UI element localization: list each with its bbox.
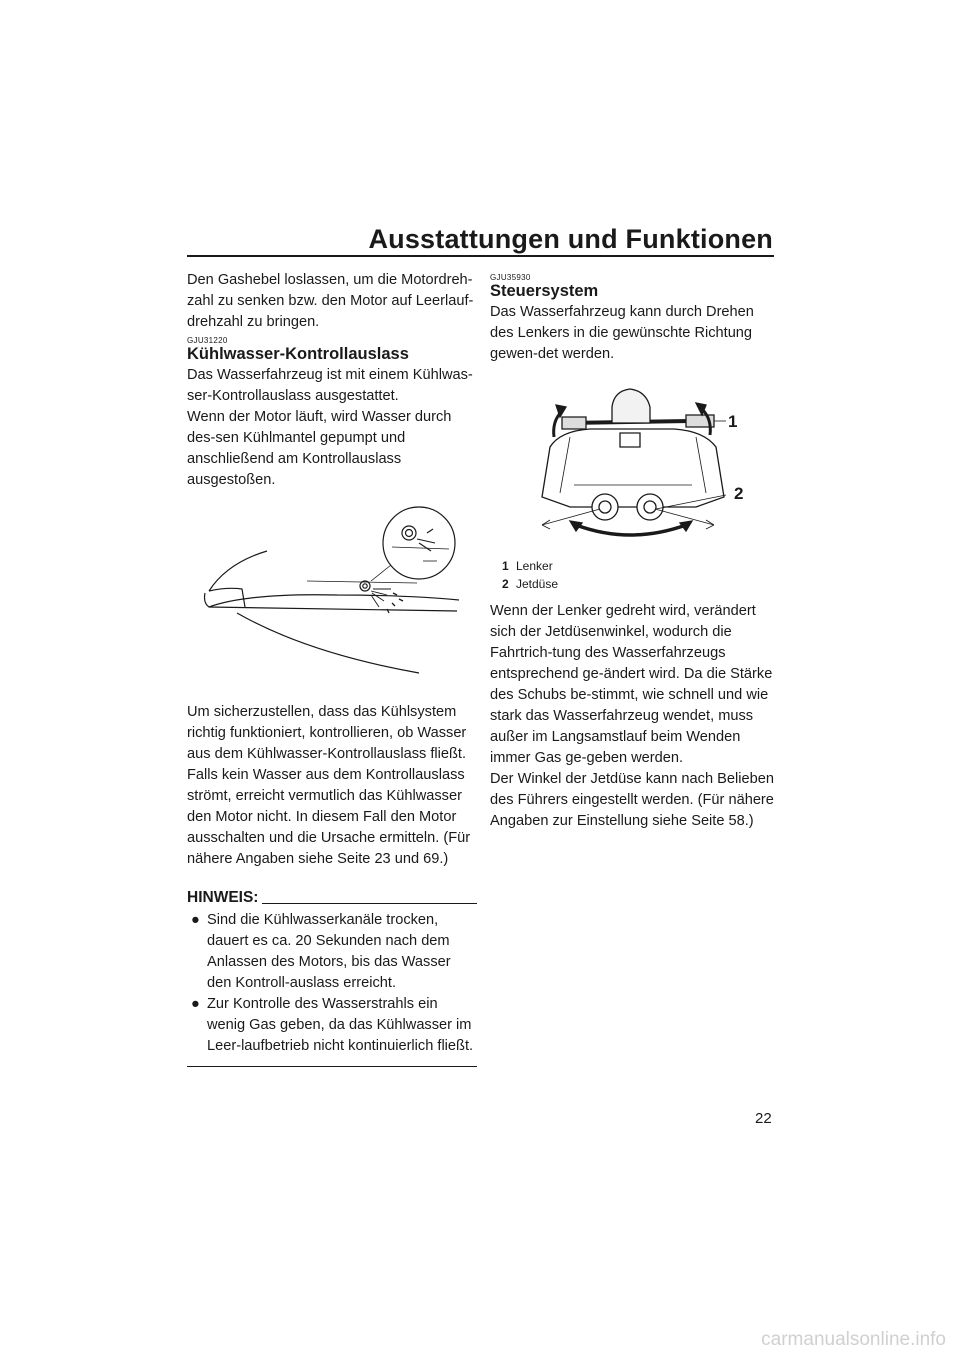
- caption-item: [502, 575, 780, 593]
- header-rule: [187, 255, 774, 257]
- page-number: 22: [755, 1110, 772, 1127]
- note-end-rule: [187, 1066, 477, 1067]
- right-column: [490, 270, 780, 832]
- watermark: carmanualsonline.info: [761, 1329, 946, 1350]
- cooling-paragraph-2: Wenn der Motor läuft, wird Wasser durch des-sen Kühlmantel gepumpt und anschließend am Kontrollauslass ausgestoßen.: [187, 409, 452, 488]
- intro-paragraph: Den Gashebel loslassen, um die Motordreh-zahl zu senken bzw. den Motor auf Leerlauf-drehzahl zu bringen.: [187, 272, 474, 330]
- caption-num: 2: [502, 577, 509, 591]
- cooling-paragraph-1: Das Wasserfahrzeug ist mit einem Kühlwas-ser-Kontrollauslass ausgestattet.: [187, 367, 473, 404]
- note-label: HINWEIS:: [187, 889, 259, 906]
- caption-label: Jetdüse: [516, 577, 559, 591]
- note-header: [187, 887, 477, 908]
- check-paragraph: Um sicherzustellen, dass das Kühlsystem richtig funktioniert, kontrollieren, ob Wasser aus dem Kühlwasser-Kontrollauslass fließt. Falls kein Wasser aus dem Kontrollauslass strömt, erreicht vermutlich das Kühlwasser den Motor nicht. In diesem Fall den Motor ausschalten und die Ursache ermitteln. (Für nähere Angaben siehe Seite 23 und 69.): [187, 704, 471, 867]
- section-title-steering: Steuersystem: [490, 282, 599, 300]
- caption-item: [502, 557, 780, 575]
- note-rule: [262, 903, 477, 904]
- steering-illustration: [490, 377, 780, 547]
- callout-2: 2: [734, 484, 744, 503]
- caption-label: Lenker: [516, 559, 553, 573]
- note-text: Zur Kontrolle des Wasserstrahls ein wenig Gas geben, da das Kühlwasser im Leer-laufbetrieb nicht kontinuierlich fließt.: [207, 996, 474, 1054]
- caption-num: 1: [502, 559, 509, 573]
- section-title-cooling: Kühlwasser-Kontrollauslass: [187, 345, 409, 363]
- figure-captions: [502, 557, 780, 593]
- note-item: [187, 910, 477, 994]
- note-list: [187, 910, 477, 1057]
- bullet-icon: ●: [191, 996, 200, 1012]
- section-code: GJU31220: [187, 336, 228, 345]
- bullet-icon: ●: [191, 912, 200, 928]
- steering-paragraph-3: Der Winkel der Jetdüse kann nach Belieben des Führers eingestellt werden. (Für nähere Angaben zur Einstellung siehe Seite 58.): [490, 771, 774, 829]
- left-column: [187, 270, 477, 1067]
- section-code: GJU35930: [490, 273, 531, 282]
- cooling-outlet-illustration: [187, 503, 477, 683]
- note-text: Sind die Kühlwasserkanäle trocken, dauert es ca. 20 Sekunden nach dem Anlassen des Motors, bis das Wasser den Kontroll-auslass erreicht.: [207, 912, 451, 991]
- page-title: Ausstattungen und Funktionen: [368, 224, 773, 254]
- steering-paragraph-1: Das Wasserfahrzeug kann durch Drehen des Lenkers in die gewünschte Richtung gewen-det werden.: [490, 304, 754, 362]
- callout-1: 1: [728, 412, 738, 431]
- steering-paragraph-2: Wenn der Lenker gedreht wird, verändert sich der Jetdüsenwinkel, wodurch die Fahrtrich-tung des Wasserfahrzeugs entsprechend ge-ändert wird. Da die Stärke des Schubs be-stimmt, wie schnell und wie stark das Wasserfahrzeug wendet, muss außer im Langsamstlauf beim Wenden immer Gas ge-geben werden.: [490, 603, 773, 766]
- note-item: [187, 994, 477, 1057]
